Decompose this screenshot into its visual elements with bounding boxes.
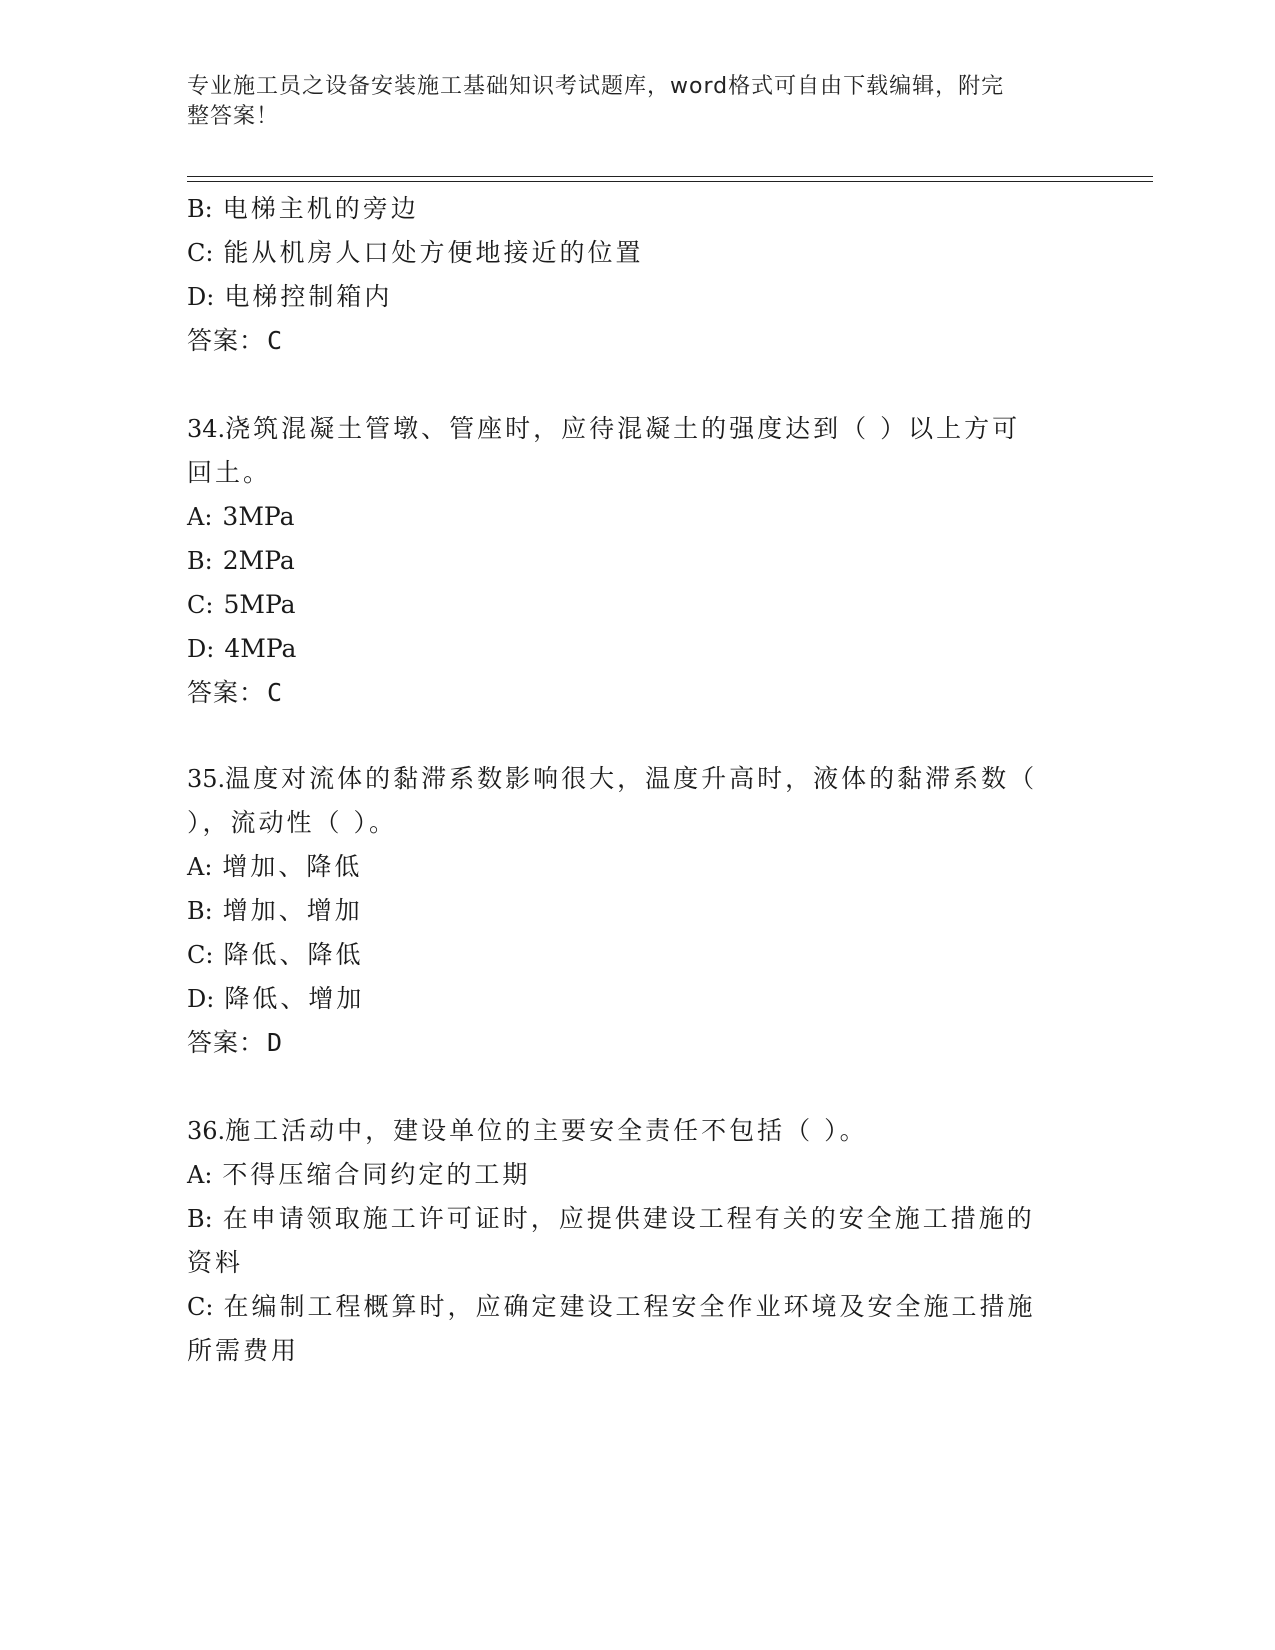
option-b: B: 在申请领取施工许可证时，应提供建设工程有关的安全施工措施的 [187,1204,1035,1233]
answer-line: 答案：C [187,326,284,355]
question-35-stem: 35.温度对流体的黏滞系数影响很大，温度升高时，液体的黏滞系数（ [187,764,1038,793]
answer-line: 答案：D [187,1028,284,1057]
option-d: D: 电梯控制箱内 [187,282,393,311]
option-c: C: 在编制工程概算时，应确定建设工程安全作业环境及安全施工措施 [187,1292,1036,1321]
option-c: C: 降低、降低 [187,940,364,969]
option-b: B: 增加、增加 [187,896,363,925]
option-a: A: 增加、降低 [187,852,363,881]
document-header [187,72,1067,132]
option-d: D: 降低、增加 [187,984,365,1013]
option-b: B: 2MPa [187,546,295,575]
answer-line: 答案：C [187,678,284,707]
option-c: C: 能从机房人口处方便地接近的位置 [187,238,644,267]
header-line-1: 专业施工员之设备安装施工基础知识考试题库，word格式可自由下载编辑，附完 [187,74,1005,99]
header-line-2: 整答案！ [187,104,280,129]
header-divider-top [187,176,1153,177]
option-c-cont: 所需费用 [187,1336,300,1365]
option-b: B: 电梯主机的旁边 [187,194,419,223]
option-a: A: 不得压缩合同约定的工期 [187,1160,531,1189]
question-36-stem: 36.施工活动中，建设单位的主要安全责任不包括（ ）。 [187,1116,868,1145]
option-b-cont: 资料 [187,1248,244,1277]
option-d: D: 4MPa [187,634,297,663]
option-c: C: 5MPa [187,590,296,619]
option-a: A: 3MPa [187,502,295,531]
header-divider-bottom [187,181,1153,182]
question-34-stem-cont: 回土。 [187,458,272,487]
question-34-stem: 34.浇筑混凝土管墩、管座时，应待混凝土的强度达到（ ）以上方可 [187,414,1021,443]
question-35-stem-cont: ），流动性（ ）。 [187,808,397,837]
